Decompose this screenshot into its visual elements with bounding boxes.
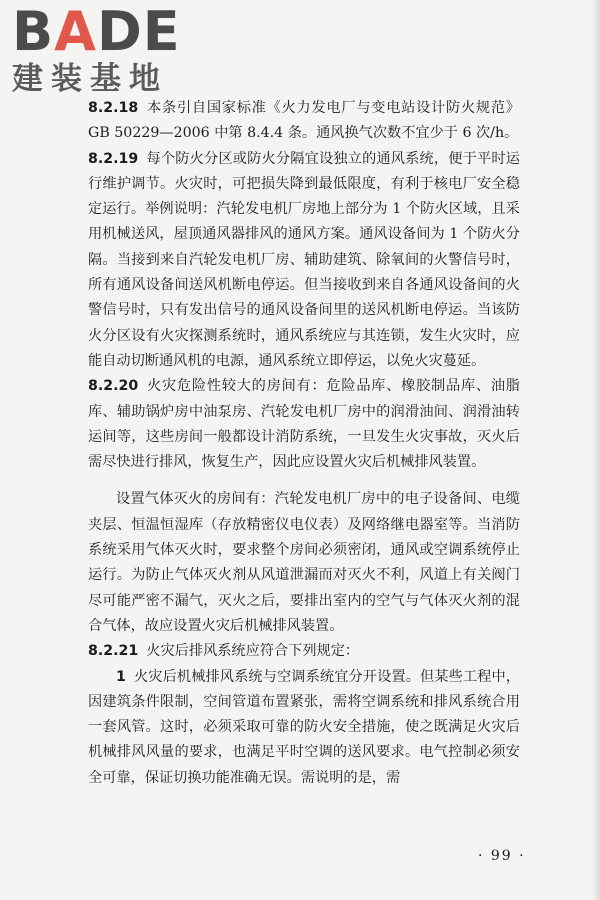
- logo-chinese-name: 建装基地: [12, 61, 168, 97]
- paragraph-text: 每个防火分区或防火分隔宜设独立的通风系统，便于平时运行维护调节。火灾时，可把损失降到最低限度，有利于核电厂安全稳定运行。举例说明：汽轮发电机厂房地上部分为 1 个防火区域，且采用机械送风，屋顶通风器排风的通风方案。通风设备间为 1 个防火分隔。当接到来自汽轮发电机厂房、辅助建筑、除氧间的火警信号时，所有通风设备间送风机断电停运。但当接收到来自各通风设备间的火警信号时，只有发出信号的通风设备间里的送风机断电停运。当该防火分区设有火灾探测系统时，通风系统应与其连锁，发生火灾时，应能自动切断通风机的电源，通风系统立即停运，以免火灾蔓延。: [88, 150, 520, 369]
- paragraph-8-2-20: [88, 374, 520, 475]
- page-number: · 99 ·: [478, 848, 526, 864]
- logo-wordmark: BADE: [12, 0, 181, 63]
- paragraph-8-2-18: [88, 96, 520, 147]
- clause-number: 8.2.20: [88, 378, 139, 395]
- paragraph-text: 本条引自国家标准《火力发电厂与变电站设计防火规范》GB 50229—2006 中第 8.4.4 条。通风换气次数不宜少于 6 次/h。: [88, 100, 520, 142]
- paragraph-8-2-19: [88, 147, 520, 375]
- item-number: 1: [116, 668, 126, 685]
- paragraph-text: 火灾后机械排风系统与空调系统宜分开设置。但某些工程中，因建筑条件限制，空间管道布置紧张，需将空调系统和排风系统合用一套风管。这时，必须采取可靠的防火安全措施，使之既满足火灾后机械排风风量的要求，也满足平时空调的送风要求。电气控制必须安全可靠，保证切换功能准确无误。需说明的是，需: [88, 668, 520, 786]
- paragraph-text: 火灾危险性较大的房间有：危险品库、橡胶制品库、油脂库、辅助锅炉房中油泵房、汽轮发电机厂房中的润滑油间、润滑油转运间等，这些房间一般都设计消防系统，一旦发生火灾事故，灭火后需尽快进行排风，恢复生产，因此应设置火灾后机械排风装置。: [88, 378, 520, 471]
- site-logo: [12, 0, 181, 97]
- clause-number: 8.2.18: [88, 100, 139, 116]
- paragraph-text: 火灾后排风系统应符合下列规定：: [146, 643, 360, 660]
- clause-number: 8.2.19: [88, 150, 139, 167]
- list-item-1: [88, 665, 520, 791]
- body-text: [88, 96, 520, 791]
- paragraph-text: 设置气体灭火的房间有：汽轮发电机厂房中的电子设备间、电缆夹层、恒温恒湿库（存放精密仪电仪表）及网络继电器室等。当消防系统采用气体灭火时，要求整个房间必须密闭，通风或空调系统停止运行。为防止气体灭火剂从风道泄漏而对灭火不利，风道上有关阀门尽可能严密不漏气，灭火之后，要排出室内的空气与气体灭火剂的混合气体，故应设置火灾后机械排风装置。: [88, 491, 520, 634]
- paragraph-gas-extinguishing: [88, 487, 520, 639]
- clause-number: 8.2.21: [88, 643, 139, 660]
- paragraph-8-2-21: [88, 639, 520, 664]
